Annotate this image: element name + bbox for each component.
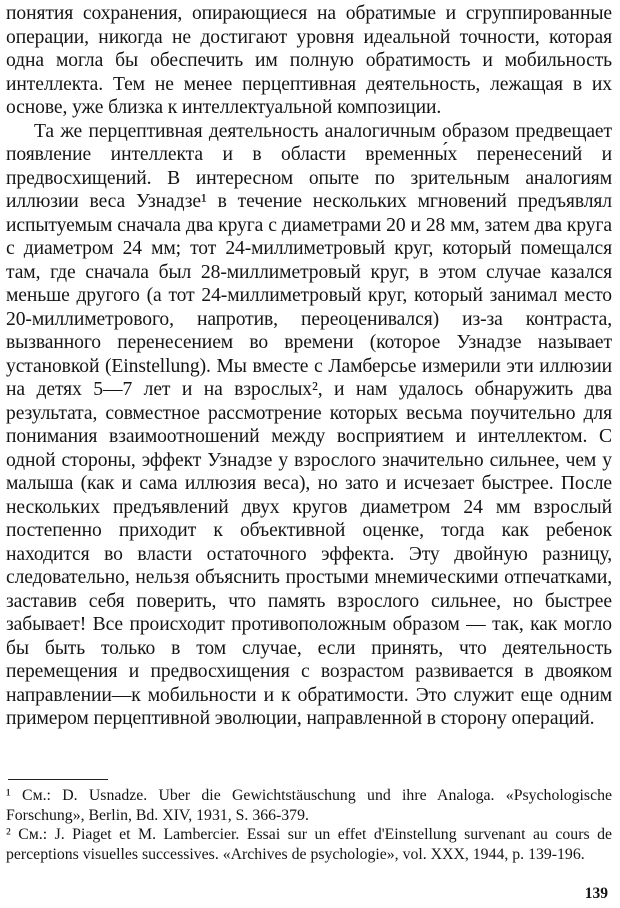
footnote-1: ¹ См.: D. Usnadze. Uber die Gewichtstäuschung und ihre Analoga. «Psychologische Forschung», Berlin, Bd. XIV, 1931, S. 366-379. xyxy=(6,787,612,824)
footnotes xyxy=(6,786,612,865)
paragraph-continued: понятия сохранения, опирающиеся на обратимые и сгруппированные операции, никогда не достигают уровня идеальной точности, которая одна могла бы обеспечить им полную обратимость и мобильность интеллекта. Тем не менее перцептивная деятельность, лежащая в их основе, уже близка к интеллектуальной композиции. xyxy=(6,3,612,118)
footnote-2: ² См.: J. Piaget et M. Lambercier. Essai sur un effet d'Einstellung survenant au cours de perceptions visuelles successives. «Archives de psychologie», vol. XXX, 1944, p. 139-196. xyxy=(6,826,612,864)
page-number: 139 xyxy=(584,885,608,902)
main-text xyxy=(6,2,612,731)
paragraph: Та же перцептивная деятельность аналогичным образом предвещает появление интеллекта и в области временны́х перенесений и предвосхищений. В интересном опыте по зрительным аналогиям иллюзии веса Узнадзе¹ в течение нескольких мгновений предъявлял испытуемым сначала два круга с диаметрами 20 и 28 мм, затем два круга с диаметром 24 мм; тот 24-миллиметровый круг, который помещался там, где сначала был 28-миллиметровый круг, в этом случае казался меньше другого (а тот 24-миллиметровый круг, который занимал место 20-миллиметрового, напротив, переоценивался) из-за контраста, вызванного перенесением во времени (которое Узнадзе называет установкой (Einstellung). Мы вместе с Ламберсье измерили эти иллюзии на детях 5—7 лет и на взрослых², и нам удалось обнаружить два результата, совместное рассмотрение которых весьма поучительно для понимания взаимоотношений между восприятием и интеллектом. С одной стороны, эффект Узнадзе у взрослого значительно сильнее, чем у малыша (как и сама иллюзия веса), но зато и исчезает быстрее. После нескольких предъявлений двух кругов диаметром 24 мм взрослый постепенно приходит к объективной оценке, тогда как ребенок находится во власти остаточного эффекта. Эту двойную разницу, следовательно, нельзя объяснить простыми мнемическими отпечатками, заставив себя поверить, что память взрослого сильнее, но быстрее забывает! Все происходит противоположным образом — так, как могло бы быть только в том случае, если принять, что деятельность перемещения и предвосхищения с возрастом развивается в двояком направлении—к мобильности и к обратимости. Это служит еще одним примером перцептивной эволюции, направленной в сторону операций. xyxy=(6,120,612,729)
footnote-divider xyxy=(8,779,108,780)
